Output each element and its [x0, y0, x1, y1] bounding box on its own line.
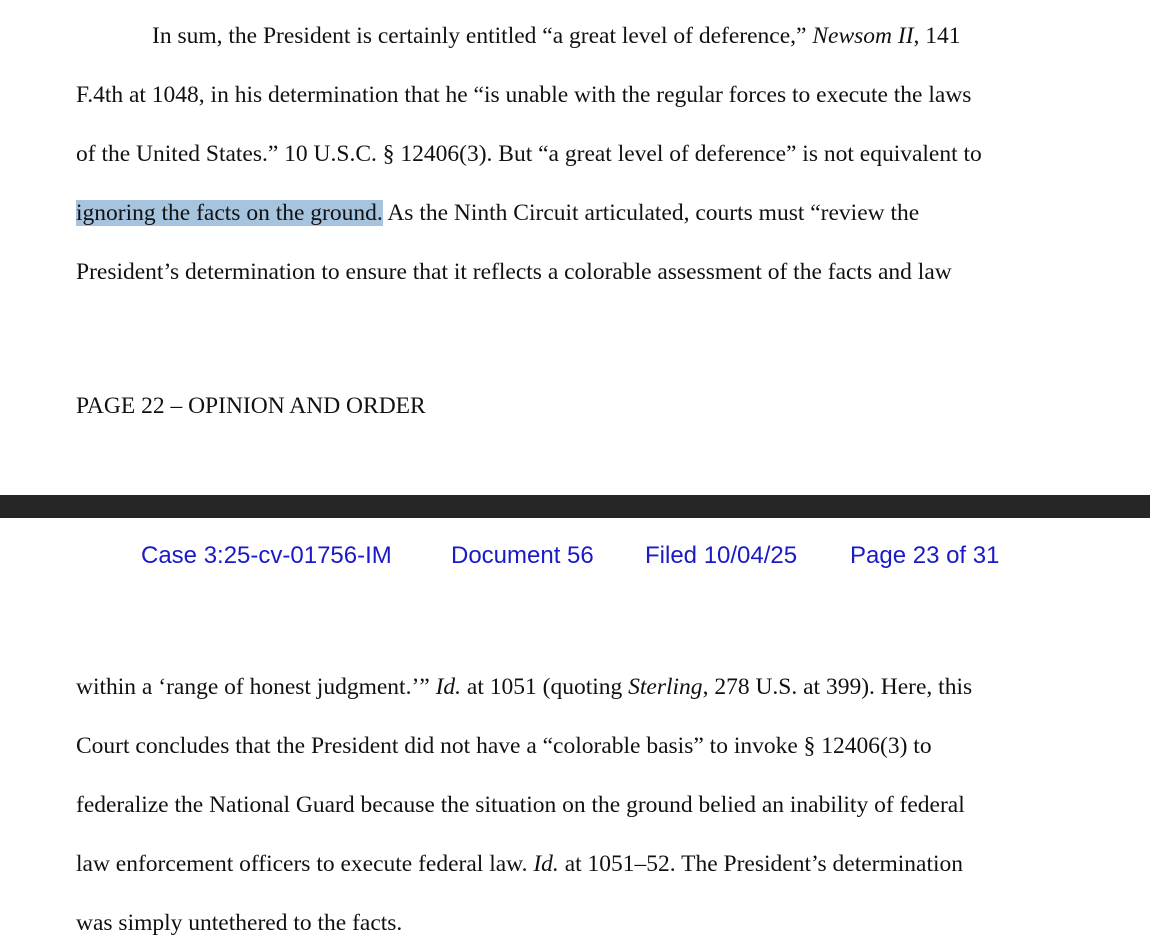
- text-run: law enforcement officers to execute federal law.: [76, 851, 534, 877]
- text-line: [76, 790, 965, 820]
- page-23: [0, 518, 1150, 952]
- filed-date: Filed 10/04/25: [645, 542, 798, 569]
- text-run: Court concludes that the President did not have a “colorable basis” to invoke § 12406(3) to: [76, 733, 932, 759]
- page-count: Page 23 of 31: [850, 542, 1000, 569]
- case-number: Case 3:25-cv-01756-IM: [141, 542, 392, 569]
- text-line: [76, 849, 963, 879]
- highlighted-text[interactable]: ignoring the facts on the ground.: [76, 200, 383, 226]
- text-run: As the Ninth Circuit articulated, courts must “review the: [382, 200, 920, 226]
- page-footer: PAGE 22 – OPINION AND ORDER: [76, 393, 426, 419]
- text-run: was simply untethered to the facts.: [76, 910, 403, 936]
- text-run: at 1051–52. The President’s determination: [558, 851, 964, 877]
- text-run: within a ‘range of honest judgment.’”: [76, 674, 436, 700]
- text-run: at 1051 (quoting: [461, 674, 629, 700]
- text-run: , 278 U.S. at 399). Here, this: [702, 674, 973, 700]
- case-citation: Sterling: [628, 674, 703, 700]
- text-run: F.4th at 1048, in his determination that he “is unable with the regular forces to execute the laws: [76, 82, 972, 108]
- text-line: [76, 908, 402, 938]
- citation-id: Id.: [533, 851, 559, 877]
- text-line: [76, 672, 972, 702]
- text-run: federalize the National Guard because the situation on the ground belied an inability of federal: [76, 792, 965, 818]
- citation-id: Id.: [435, 674, 462, 700]
- text-line: [76, 731, 932, 761]
- case-citation: Newsom II: [812, 23, 914, 49]
- text-line: [152, 21, 961, 51]
- text-run: , 141: [913, 23, 961, 49]
- text-run: In sum, the President is certainly entitled “a great level of deference,”: [152, 23, 813, 49]
- text-line: [76, 80, 971, 110]
- text-run: President’s determination to ensure that it reflects a colorable assessment of the facts and law: [76, 259, 952, 285]
- page-separator: [0, 495, 1150, 518]
- text-run: of the United States.” 10 U.S.C. § 12406(3). But “a great level of deference” is not equivalent to: [76, 141, 982, 167]
- document-number: Document 56: [451, 542, 594, 569]
- text-line: [76, 257, 952, 287]
- text-line: [76, 139, 982, 169]
- text-line: [76, 198, 919, 228]
